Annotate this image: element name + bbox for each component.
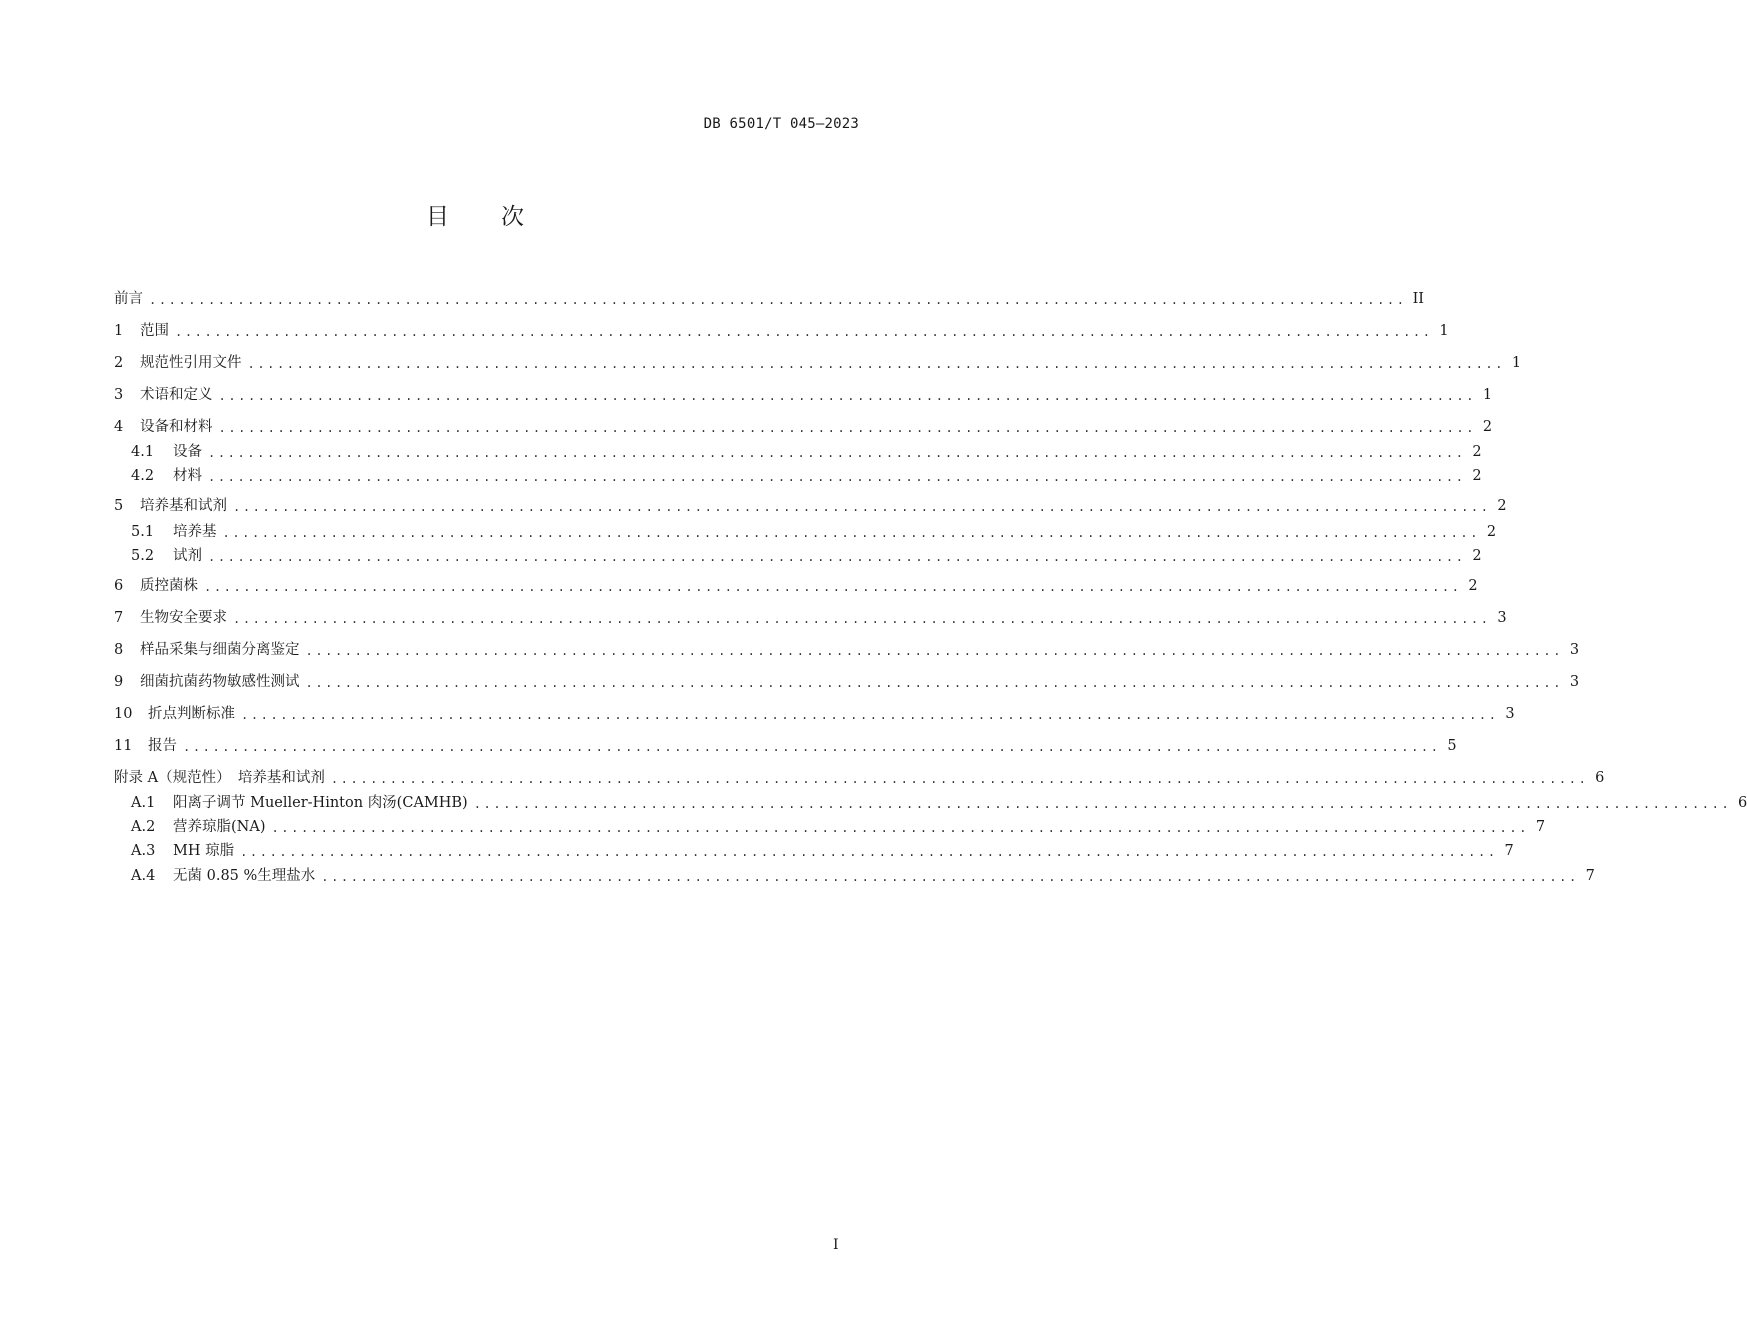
- toc-entry-4-2[interactable]: [131, 466, 1482, 486]
- toc-entry-number: 1: [114, 323, 124, 339]
- toc-entry-3[interactable]: [114, 385, 1493, 405]
- toc-leader-dots: ................................................................................................................................: [305, 676, 1564, 690]
- toc-entry-number: 10: [114, 706, 133, 722]
- toc-entry-page: 1: [1439, 323, 1449, 339]
- toc-entry-text: 报告: [148, 738, 177, 754]
- toc-entry-2[interactable]: [114, 353, 1522, 373]
- toc-entry-text: 设备和材料: [140, 419, 213, 435]
- toc-entry-text: 附录 A（规范性） 培养基和试剂: [114, 770, 325, 786]
- toc-entry-text: 设备: [173, 444, 202, 460]
- toc-entry-number: 2: [114, 355, 124, 371]
- toc-leader-dots: ................................................................................................................................: [208, 550, 1466, 564]
- toc-entry-number: A.4: [131, 868, 156, 884]
- toc-entry-number: 9: [114, 674, 124, 690]
- toc-entry-1[interactable]: [114, 321, 1449, 341]
- toc-leader-dots: ................................................................................................................................: [233, 612, 1491, 626]
- toc-entry-number: 11: [114, 738, 133, 754]
- toc-entry-text: 材料: [173, 468, 202, 484]
- toc-leader-dots: ................................................................................................................................: [204, 580, 1462, 594]
- toc-entry-text: 质控菌株: [140, 578, 198, 594]
- toc-leader-dots: ................................................................................................................................: [218, 421, 1477, 435]
- toc-leader-dots: ................................................................................................................................: [218, 389, 1477, 403]
- toc-entry-page: 3: [1497, 610, 1507, 626]
- toc-entry-foreword[interactable]: [114, 289, 1425, 309]
- toc-leader-dots: ................................................................................................................................: [240, 845, 1498, 859]
- toc-entry-page: 2: [1472, 468, 1482, 484]
- toc-entry-4[interactable]: [114, 417, 1493, 437]
- toc-leader-dots: ................................................................................................................................: [183, 740, 1441, 754]
- toc-entry-text: 营养琼脂(NA): [173, 819, 266, 835]
- toc-entry-page: 7: [1585, 868, 1595, 884]
- toc-entry-page: 5: [1447, 738, 1457, 754]
- toc-entry-page: II: [1412, 291, 1425, 307]
- toc-entry-9[interactable]: [114, 672, 1580, 692]
- toc-entry-8[interactable]: [114, 640, 1580, 660]
- toc-entry-page: 6: [1595, 770, 1605, 786]
- toc-entry-page: 2: [1472, 444, 1482, 460]
- toc-leader-dots: ................................................................................................................................: [149, 293, 1407, 307]
- toc-leader-dots: ................................................................................................................................: [208, 446, 1466, 460]
- toc-entry-11[interactable]: [114, 736, 1457, 756]
- toc-title: [0, 201, 950, 233]
- toc-entry-number: 5.1: [131, 524, 155, 540]
- toc-entry-page: 7: [1504, 843, 1514, 859]
- toc-entry-number: A.2: [131, 819, 156, 835]
- toc-leader-dots: ................................................................................................................................: [222, 526, 1481, 540]
- toc-entry-text: 试剂: [173, 548, 202, 564]
- toc-entry-5[interactable]: [114, 496, 1507, 516]
- page-number: I: [833, 1237, 839, 1253]
- toc-entry-page: 3: [1569, 642, 1580, 658]
- toc-entry-a-1[interactable]: [131, 793, 1747, 813]
- toc-entry-text: 前言: [114, 291, 143, 307]
- toc-entry-text: 样品采集与细菌分离鉴定: [140, 642, 300, 658]
- toc-entry-page: 3: [1505, 706, 1515, 722]
- toc-leader-dots: ................................................................................................................................: [305, 644, 1564, 658]
- toc-entry-number: 3: [114, 387, 124, 403]
- toc-title-char-2: 次: [501, 204, 524, 230]
- toc-entry-page: 2: [1497, 498, 1507, 514]
- toc-entry-text: 无菌 0.85 %生理盐水: [173, 868, 316, 884]
- toc-entry-page: 3: [1569, 674, 1580, 690]
- toc-entry-number: 5.2: [131, 548, 155, 564]
- toc-leader-dots: ................................................................................................................................: [473, 797, 1732, 811]
- toc-entry-text: 术语和定义: [140, 387, 213, 403]
- toc-entry-page: 1: [1482, 387, 1493, 403]
- toc-entry-number: 4: [114, 419, 124, 435]
- toc-leader-dots: ................................................................................................................................: [247, 357, 1506, 371]
- toc-leader-dots: ................................................................................................................................: [321, 870, 1579, 884]
- toc-entry-number: 5: [114, 498, 124, 514]
- toc-entry-7[interactable]: [114, 608, 1507, 628]
- toc-leader-dots: ................................................................................................................................: [241, 708, 1499, 722]
- toc-entry-5-2[interactable]: [131, 546, 1482, 566]
- toc-entry-10[interactable]: [114, 704, 1515, 724]
- toc-entry-text: 培养基: [173, 524, 217, 540]
- toc-entry-4-1[interactable]: [131, 442, 1482, 462]
- toc-entry-number: 4.1: [131, 444, 155, 460]
- toc-leader-dots: ................................................................................................................................: [271, 821, 1530, 835]
- toc-entry-text: 阳离子调节 Mueller-Hinton 肉汤(CAMHB): [173, 795, 468, 811]
- document-number: DB 6501/T 045—2023: [703, 116, 859, 132]
- toc-entry-page: 2: [1468, 578, 1478, 594]
- toc-entry-number: A.1: [131, 795, 156, 811]
- toc-entry-6[interactable]: [114, 576, 1478, 596]
- toc-entry-page: 2: [1486, 524, 1497, 540]
- toc-leader-dots: ................................................................................................................................: [330, 772, 1589, 786]
- toc-entry-number: 6: [114, 578, 124, 594]
- toc-leader-dots: ................................................................................................................................: [208, 470, 1466, 484]
- toc-entry-number: A.3: [131, 843, 156, 859]
- toc-entry-text: 生物安全要求: [140, 610, 227, 626]
- toc-entry-5-1[interactable]: [131, 522, 1497, 542]
- toc-entry-number: 7: [114, 610, 124, 626]
- toc-entry-page: 2: [1472, 548, 1482, 564]
- toc-entry-a-4[interactable]: [131, 866, 1595, 886]
- toc-entry-number: 8: [114, 642, 124, 658]
- toc-entry-page: 1: [1511, 355, 1522, 371]
- toc-entry-text: 规范性引用文件: [140, 355, 242, 371]
- toc-entry-page: 6: [1738, 795, 1747, 811]
- toc-entry-page: 2: [1482, 419, 1493, 435]
- toc-leader-dots: ................................................................................................................................: [175, 325, 1433, 339]
- toc-entry-text: 范围: [140, 323, 169, 339]
- toc-entry-number: 4.2: [131, 468, 155, 484]
- toc-entry-a-3[interactable]: [131, 841, 1514, 861]
- toc-entry-a-2[interactable]: [131, 817, 1546, 837]
- toc-entry-text: 折点判断标准: [148, 706, 235, 722]
- toc-entry-text: 细菌抗菌药物敏感性测试: [140, 674, 300, 690]
- toc-title-char-1: 目: [426, 204, 449, 230]
- toc-entry-page: 7: [1535, 819, 1546, 835]
- toc-entry-text: 培养基和试剂: [140, 498, 227, 514]
- toc-entry-text: MH 琼脂: [173, 843, 235, 859]
- toc-leader-dots: ................................................................................................................................: [233, 500, 1491, 514]
- toc-entry-annex-a[interactable]: [114, 768, 1605, 788]
